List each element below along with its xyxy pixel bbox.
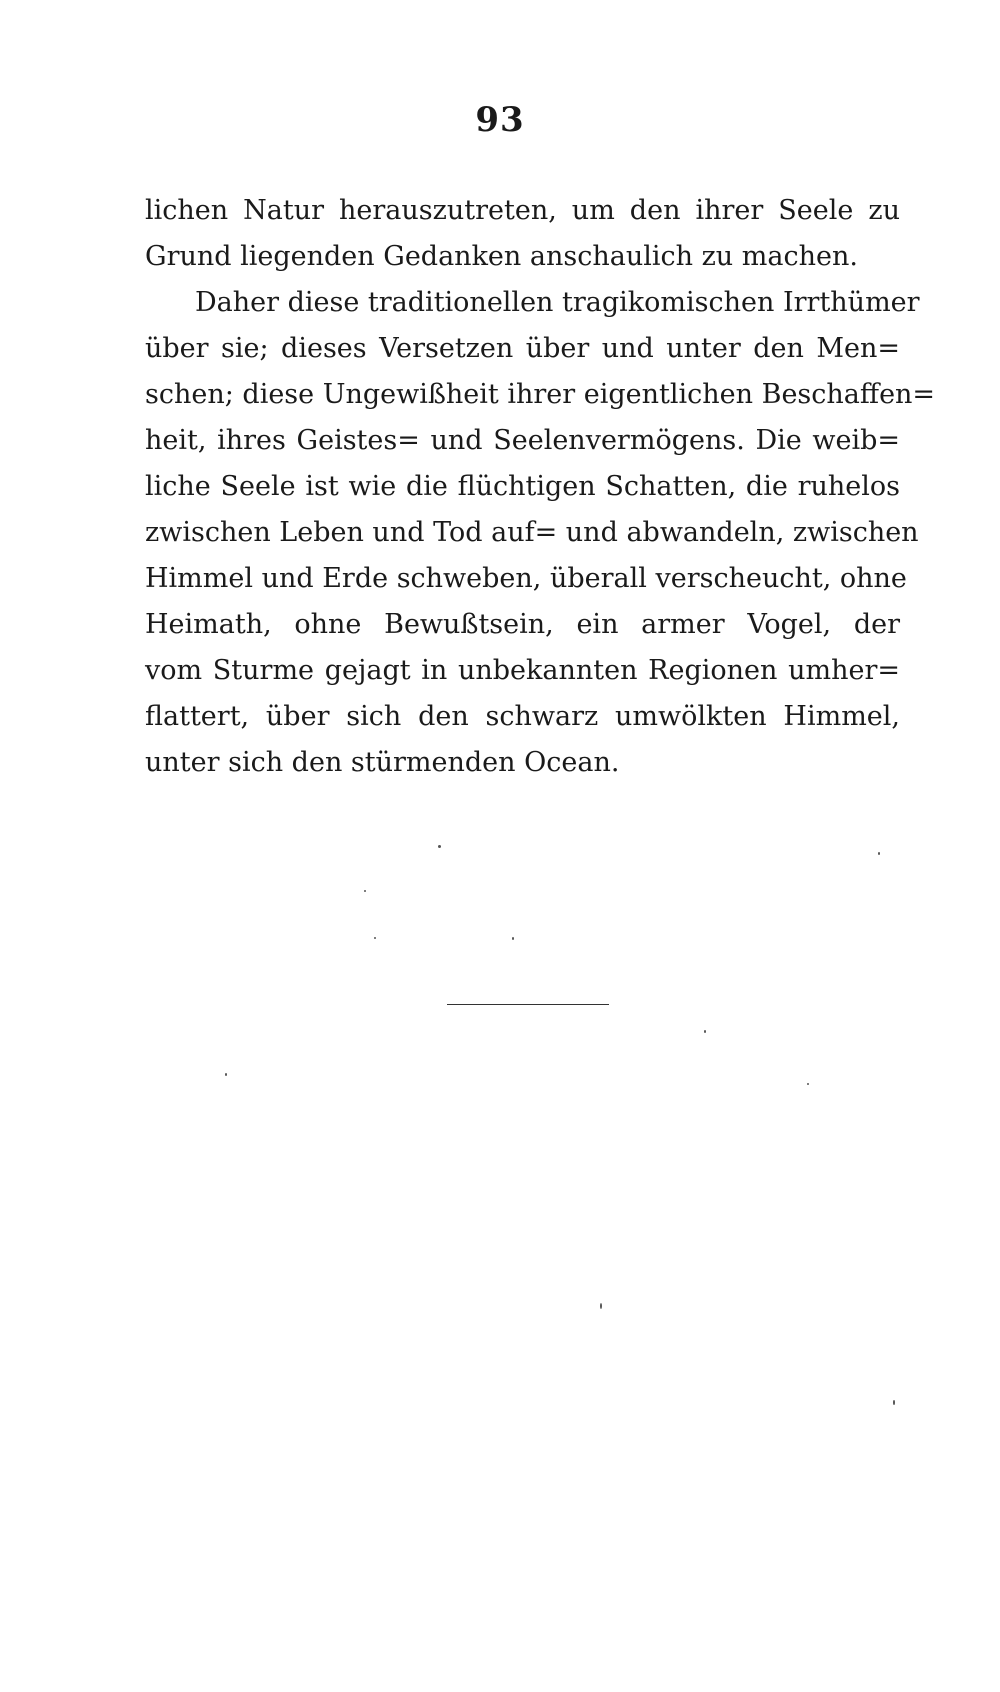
scan-speck — [438, 845, 441, 848]
text-line: liche Seele ist wie die flüchtigen Schatten, die ruhelos — [145, 471, 900, 502]
text-line: Grund liegenden Gedanken anschaulich zu machen. — [145, 241, 858, 272]
text-line: heit, ihres Geistes= und Seelenvermögens. Die weib= — [145, 425, 900, 456]
scan-speck — [704, 1030, 706, 1033]
scan-speck — [893, 1400, 895, 1405]
text-line: schen; diese Ungewißheit ihrer eigentlichen Beschaffen= — [145, 379, 936, 410]
scan-speck — [374, 937, 376, 939]
text-line: vom Sturme gejagt in unbekannten Regionen umher= — [145, 655, 900, 686]
text-line: über sie; dieses Versetzen über und unter den Men= — [145, 333, 900, 364]
scan-speck — [512, 937, 514, 940]
page-number: 93 — [475, 100, 525, 140]
scan-speck — [600, 1303, 602, 1309]
body-text — [145, 188, 936, 786]
text-line: lichen Natur herauszutreten, um den ihrer Seele zu — [145, 195, 900, 226]
text-line: Daher diese traditionellen tragikomischen Irrthümer — [195, 287, 920, 318]
scan-speck — [364, 890, 366, 892]
text-line: Himmel und Erde schweben, überall verscheucht, ohne — [145, 563, 907, 594]
scan-speck — [878, 852, 880, 855]
text-line: zwischen Leben und Tod auf= und abwandeln, zwischen — [145, 517, 919, 548]
text-line: unter sich den stürmenden Ocean. — [145, 747, 620, 778]
section-divider-rule — [447, 1004, 609, 1005]
text-line: flattert, über sich den schwarz umwölkten Himmel, — [145, 701, 900, 732]
scan-speck — [807, 1083, 809, 1085]
text-line: Heimath, ohne Bewußtsein, ein armer Vogel, der — [145, 609, 900, 640]
scan-speck — [225, 1073, 227, 1076]
